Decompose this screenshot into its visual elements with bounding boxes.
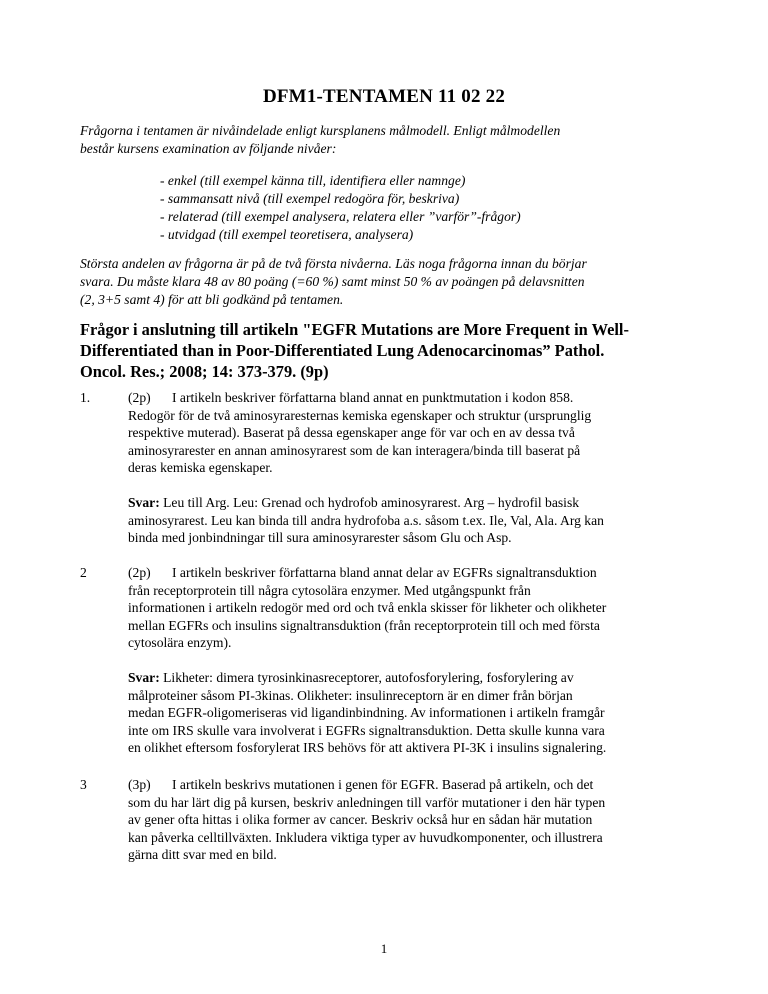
question-line: som du har lärt dig på kursen, beskriv anledningen till varför mutationer i den här typen	[128, 794, 606, 810]
level-item: - sammansatt nivå (till exempel redogöra för, beskriva)	[160, 191, 460, 206]
question-text	[128, 389, 708, 477]
answer-line: binda med jonbindningar till sura aminosyrarester såsom Glu och Asp.	[128, 530, 512, 545]
question-text	[128, 564, 708, 652]
question-line: Redogör för de två aminosyraresternas kemiska egenskaper och struktur (ursprunglig	[128, 407, 592, 423]
question-number: 3	[80, 777, 87, 792]
question-line: av gener ofta hittas i olika former av cancer. Beskriv också hur en sådan här mutation	[128, 812, 593, 827]
question-line: aminosyrarester en annan aminosyrarest som de kan interagera/binda till baserat på	[128, 442, 581, 458]
heading-line: Frågor i anslutning till artikeln "EGFR Mutations are More Frequent in Well-	[80, 320, 629, 339]
intro-line: består kursens examination av följande nivåer:	[80, 141, 337, 156]
question-line: deras kemiska egenskaper.	[128, 460, 273, 475]
intro-line: Frågorna i tentamen är nivåindelade enligt kursplanens målmodell. Enligt målmodellen	[80, 123, 561, 138]
question-text	[128, 776, 708, 864]
intro-text	[80, 122, 680, 158]
question-line: från receptorprotein till några cytosolära enzymer. Med utgångspunkt från	[128, 582, 531, 598]
note-line: svara. Du måste klara 48 av 80 poäng (=60 %) samt minst 50 % av poängen på delavsnitten	[80, 274, 585, 289]
answer-line: Leu till Arg. Leu: Grenad och hydrofob aminosyrarest. Arg – hydrofil basisk	[159, 495, 580, 510]
question-number: 2	[80, 565, 87, 580]
question-line: kan påverka celltillväxten. Inkludera viktiga typer av huvudkomponenter, och illustrera	[128, 829, 603, 845]
question-line: I artikeln beskriver författarna bland annat delar av EGFRs signaltransduktion	[172, 565, 597, 580]
answer-line: målproteiner såsom PI-3kinas. Olikheter: insulinreceptorn är en dimer från början	[128, 687, 573, 703]
question-line: mellan EGFRs och insulins signaltransduktion (från receptorprotein till och med första	[128, 617, 600, 633]
level-item: - relaterad (till exempel analysera, relatera eller ”varför”-frågor)	[160, 209, 521, 224]
question-line: informationen i artikeln redogör med ord och två enkla skisser för likheter och olikheter	[128, 600, 607, 615]
answer-1	[128, 494, 708, 547]
answer-line: en olikhet eftersom fosforylerat IRS behövs för att aktivera PI-3K i insulins signalering.	[128, 740, 607, 755]
question-line: gärna ditt svar med en bild.	[128, 847, 277, 862]
question-line: respektive muterad). Baserat på dessa egenskaper ange för var och en av dessa två	[128, 425, 575, 440]
answer-line: aminosyrarest. Leu kan binda till andra hydrofoba a.s. såsom t.ex. Ile, Val, Ala. Arg kan	[128, 512, 604, 528]
question-line: I artikeln beskrivs mutationen i genen för EGFR. Baserad på artikeln, och det	[172, 777, 594, 792]
answer-label: Svar:	[128, 495, 160, 510]
question-points: (2p)	[128, 565, 151, 580]
section-heading	[80, 319, 720, 382]
question-line: cytosolära enzym).	[128, 635, 232, 650]
question-line: I artikeln beskriver författarna bland annat en punktmutation i kodon 858.	[172, 390, 574, 405]
instructions-note	[80, 255, 700, 309]
level-item: - utvidgad (till exempel teoretisera, analysera)	[160, 227, 414, 242]
heading-line: Differentiated than in Poor-Differentiated Lung Adenocarcinomas” Pathol.	[80, 341, 605, 360]
question-points: (2p)	[128, 390, 151, 405]
answer-line: medan EGFR-oligomeriseras vid ligandinbindning. Av informationen i artikeln framgår	[128, 705, 605, 720]
level-list	[160, 172, 680, 244]
level-item: - enkel (till exempel känna till, identifiera eller namnge)	[160, 173, 466, 188]
exam-title: DFM1-TENTAMEN 11 02 22	[262, 86, 506, 107]
answer-line: inte om IRS skulle vara involverat i EGFRs signaltransduktion. Detta skulle kunna vara	[128, 722, 605, 738]
note-line: (2, 3+5 samt 4) för att bli godkänd på tentamen.	[80, 292, 344, 307]
question-number: 1.	[80, 390, 91, 405]
note-line: Största andelen av frågorna är på de två första nivåerna. Läs noga frågorna innan du börjar	[80, 256, 587, 271]
heading-line: Oncol. Res.; 2008; 14: 373-379. (9p)	[80, 362, 329, 381]
page-number: 1	[380, 941, 388, 956]
answer-line: Likheter: dimera tyrosinkinasreceptorer, autofosforylering, fosforylering av	[159, 670, 574, 685]
answer-2	[128, 669, 708, 757]
question-points: (3p)	[128, 777, 151, 792]
answer-label: Svar:	[128, 670, 160, 685]
